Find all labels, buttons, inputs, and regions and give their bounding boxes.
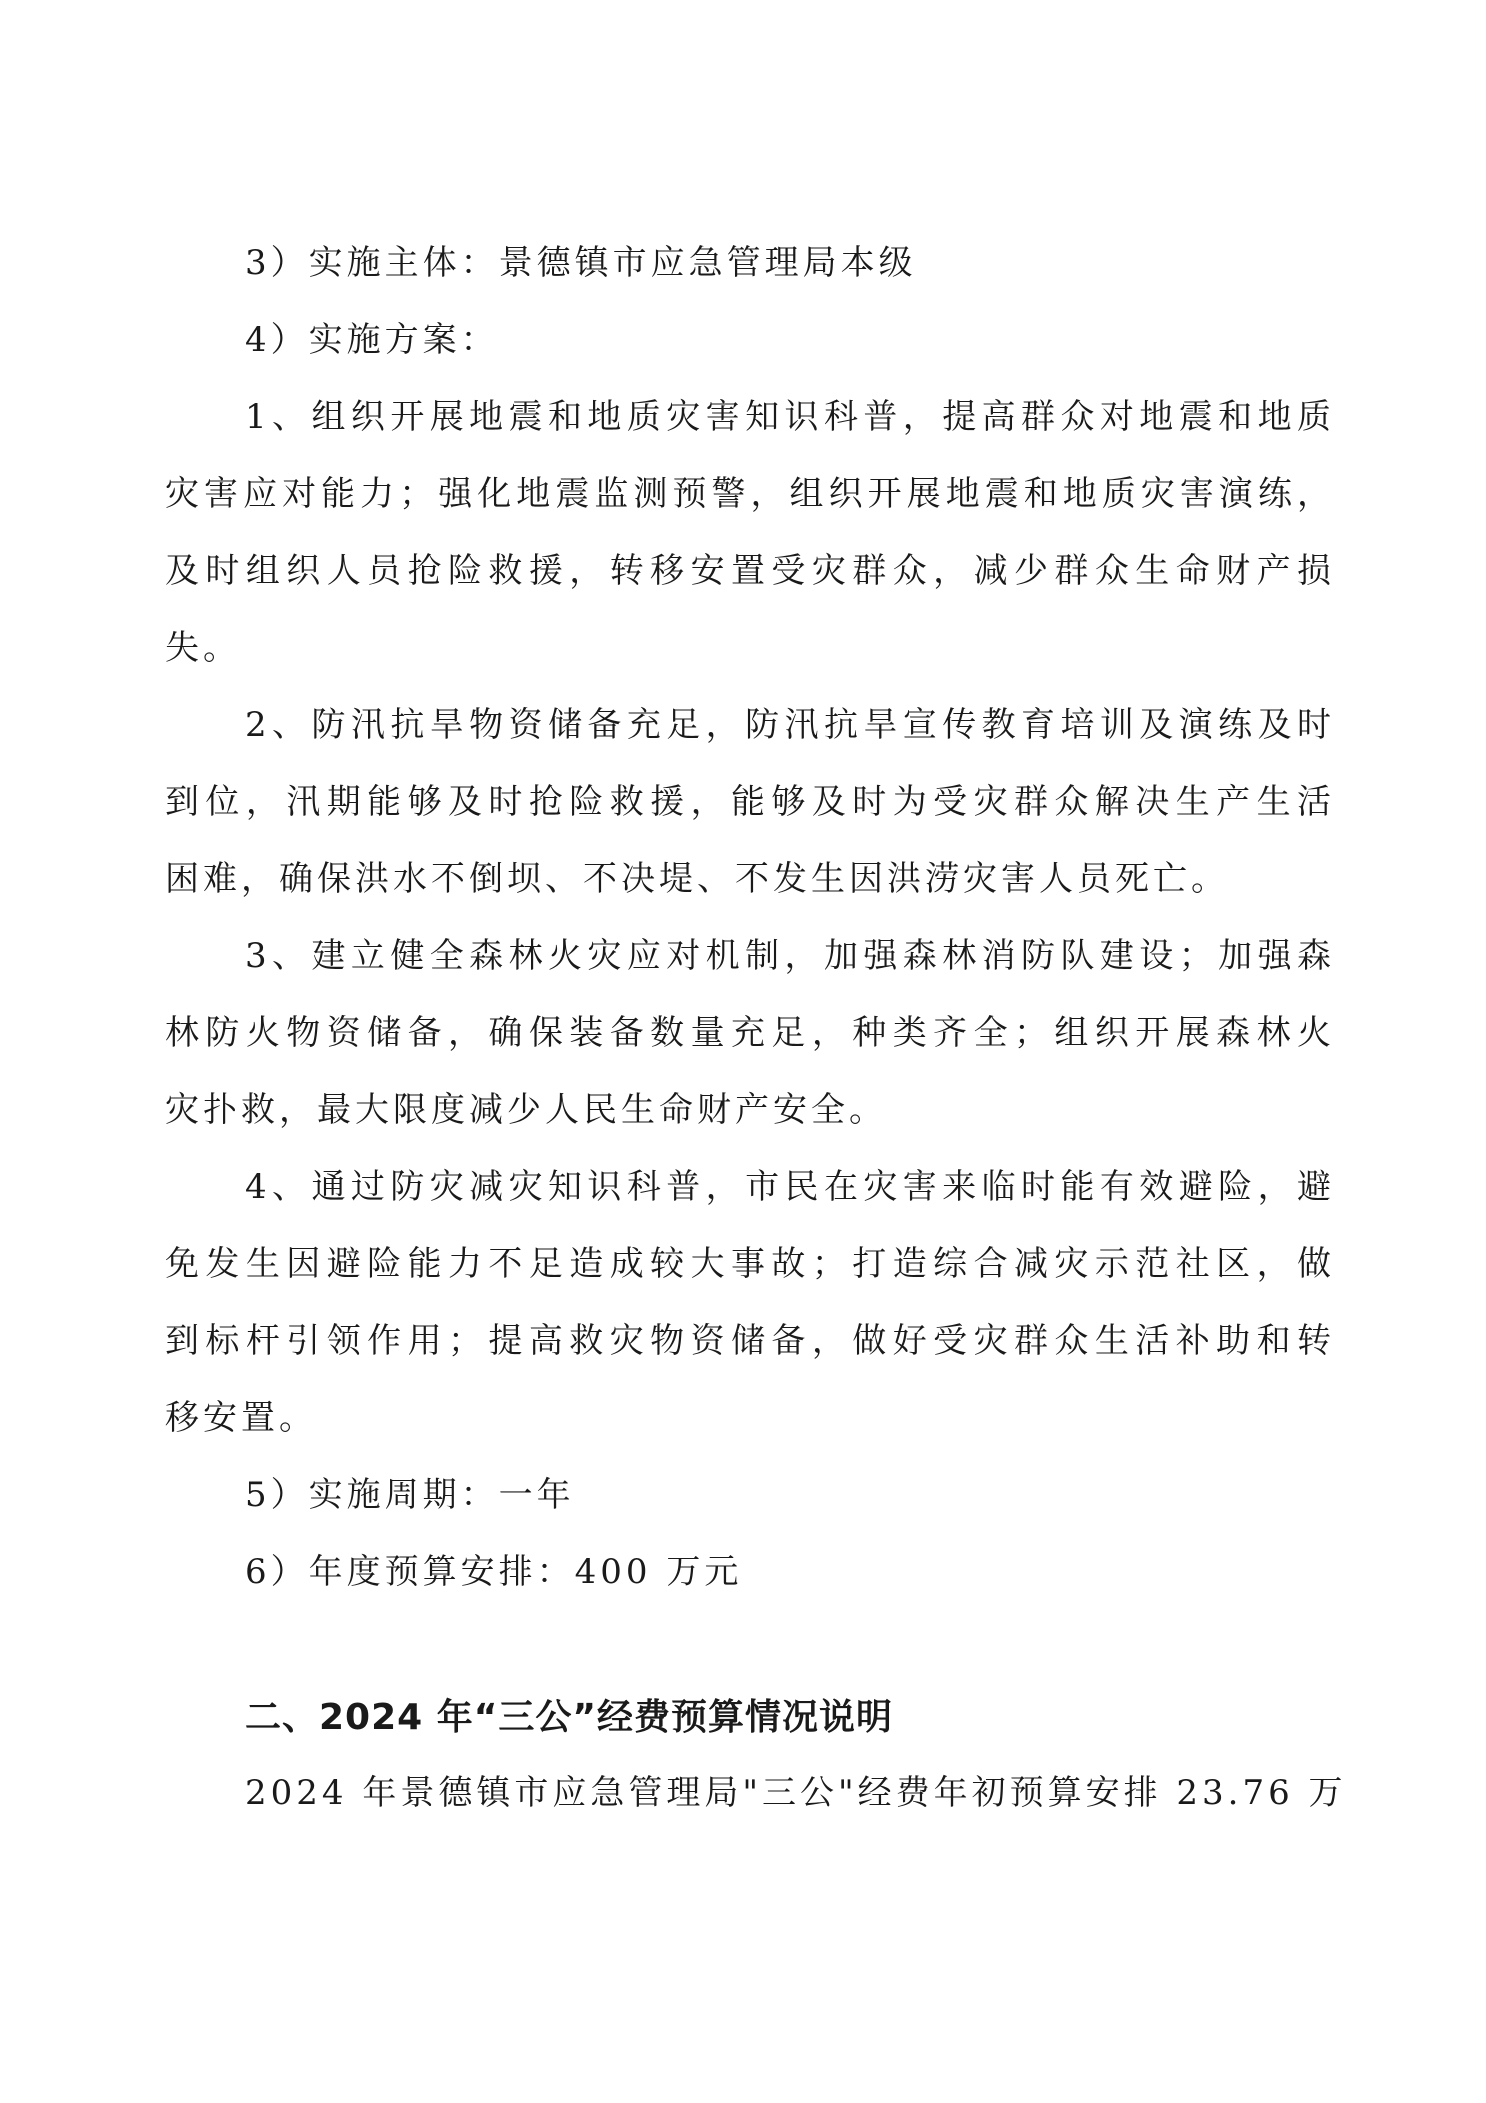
paragraph-4-line-4: 移安置。 (165, 1398, 317, 1438)
paragraph-4-line-1: 4、通过防灾减灾知识科普，市民在灾害来临时能有效避险，避 (245, 1167, 1335, 1207)
paragraph-1-line-4: 失。 (165, 628, 241, 668)
paragraph-4-line-3: 到标杆引领作用；提高救灾物资储备，做好受灾群众生活补助和转 (165, 1321, 1335, 1361)
paragraph-2-line-3: 困难，确保洪水不倒坝、不决堤、不发生因洪涝灾害人员死亡。 (165, 859, 1229, 899)
item-budget: 6）年度预算安排：400 万元 (245, 1552, 743, 1592)
paragraph-2-line-2: 到位，汛期能够及时抢险救援，能够及时为受灾群众解决生产生活 (165, 782, 1335, 822)
paragraph-2-line-1: 2、防汛抗旱物资储备充足，防汛抗旱宣传教育培训及演练及时 (245, 705, 1335, 745)
paragraph-3-line-3: 灾扑救，最大限度减少人民生命财产安全。 (165, 1090, 887, 1130)
section-heading: 二、2024 年“三公”经费预算情况说明 (245, 1697, 894, 1738)
section-first-line: 2024 年景德镇市应急管理局"三公"经费年初预算安排 23.76 万 (245, 1773, 1347, 1813)
paragraph-1-line-3: 及时组织人员抢险救援，转移安置受灾群众，减少群众生命财产损 (165, 551, 1335, 591)
paragraph-3-line-1: 3、建立健全森林火灾应对机制，加强森林消防队建设；加强森 (245, 936, 1335, 976)
paragraph-1-line-1: 1、组织开展地震和地质灾害知识科普，提高群众对地震和地质 (245, 397, 1335, 437)
paragraph-4-line-2: 免发生因避险能力不足造成较大事故；打造综合减灾示范社区，做 (165, 1244, 1335, 1284)
item-subject: 3）实施主体：景德镇市应急管理局本级 (245, 243, 917, 283)
paragraph-3-line-2: 林防火物资储备，确保装备数量充足，种类齐全；组织开展森林火 (165, 1013, 1335, 1053)
item-cycle: 5）实施周期：一年 (245, 1475, 575, 1515)
paragraph-1-line-2: 灾害应对能力；强化地震监测预警，组织开展地震和地质灾害演练， (165, 474, 1335, 514)
item-plan-heading: 4）实施方案： (245, 320, 499, 360)
